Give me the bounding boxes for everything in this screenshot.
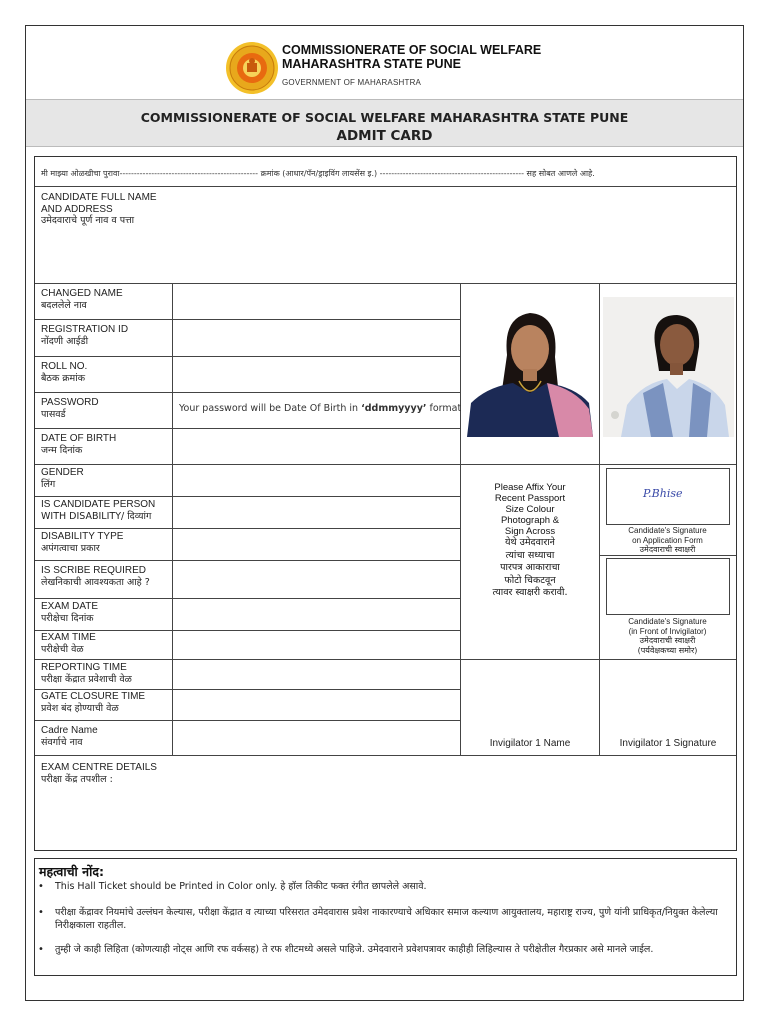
candidate-photo-application xyxy=(463,297,596,437)
disability-label: IS CANDIDATE PERSON WITH DISABILITY/ दिव्यांग xyxy=(41,499,156,522)
candidate-details-table xyxy=(34,156,737,851)
disability-type-label: DISABILITY TYPE अपंगत्वाचा प्रकार xyxy=(41,531,124,554)
important-notes xyxy=(34,858,737,976)
password-format-note: Your password will be Date Of Birth in ‘ddmmyyyy’ format xyxy=(179,403,462,414)
application-signature-box xyxy=(606,468,730,525)
id-proof-declaration: मी माझ्या ओळखीचा पुरावा------------------------------------------------ क्रमांक (आधार/पॅन/ड्राइविंग लायसेंस इ.) -------------------------------------------------- सह सोबत आणले आहे. xyxy=(41,169,595,178)
exam-date-label: EXAM DATE परीक्षेचा दिनांक xyxy=(41,601,99,624)
candidate-photo-recent xyxy=(603,297,734,437)
gender-label: GENDER लिंग xyxy=(41,467,84,490)
registration-id-label: REGISTRATION ID नोंदणी आईडी xyxy=(41,324,129,347)
note-item: तुम्ही जे काही लिहिता (कोणत्याही नोट्स आणि रफ वर्कसह) ते रफ शीटमध्ये असले पाहिजे. उमेदवाराने प्रवेशपत्रावर काहीही लिहिल्यास ते परीक्षेतील गैरप्रकार असे मानले जाईल. xyxy=(55,944,654,955)
exam-time-label: EXAM TIME परीक्षेची वेळ xyxy=(41,632,96,655)
date-of-birth-label: DATE OF BIRTH जन्म दिनांक xyxy=(41,433,117,456)
note-item: This Hall Ticket should be Printed in Color only. हे हॉल तिकीट फक्त रंगीत छापलेले असावे. xyxy=(55,881,427,892)
bullet-icon: • xyxy=(38,881,44,892)
cadre-name-label: Cadre Name संवर्गाचे नाव xyxy=(41,725,98,748)
invigilator-name-label: Invigilator 1 Name xyxy=(489,738,571,749)
banner-title: COMMISSIONERATE OF SOCIAL WELFARE MAHARASHTRA STATE PUNE xyxy=(140,110,629,125)
invigilator-signature-caption: Candidate's Signature (in Front of Invigilator) उमेदवाराची स्वाक्षरी (पर्यवेक्षकच्या समोर) xyxy=(628,617,707,655)
candidate-name-label: CANDIDATE FULL NAME AND ADDRESS उमेदवाराचे पूर्ण नाव व पत्ता xyxy=(41,192,157,226)
admit-card-page xyxy=(25,25,744,1001)
reporting-time-label: REPORTING TIME परीक्षा केंद्रात प्रवेशाची वेळ xyxy=(41,662,132,685)
banner-subtitle: ADMIT CARD xyxy=(336,128,433,144)
government-name: GOVERNMENT OF MAHARASHTRA xyxy=(282,78,422,87)
bullet-icon: • xyxy=(38,944,44,955)
changed-name-label: CHANGED NAME बदललेले नाव xyxy=(41,288,123,311)
bullet-icon: • xyxy=(38,907,44,918)
gate-closure-time-label: GATE CLOSURE TIME प्रवेश बंद होण्याची वेळ xyxy=(41,691,146,714)
note-item: परीक्षा केंद्रावर नियमांचे उल्लंघन केल्यास, परीक्षा केंद्रात व त्याच्या परिसरात उमेदवारास प्रवेश नाकारण्याचे अधिकार समाज कल्याण आयुक्तालय, महाराष्ट्र राज्य, पुणे यांनी प्राधिकृत/नियुक्त केलेल्या निरीक्षकाला राहतील. xyxy=(55,907,718,931)
exam-centre-label: EXAM CENTRE DETAILS परीक्षा केंद्र तपशील : xyxy=(41,762,157,785)
invigilator-signature-box xyxy=(606,558,730,615)
org-name-line1: COMMISSIONERATE OF SOCIAL WELFARE xyxy=(282,43,542,57)
application-signature-caption: Candidate's Signature on Application Form उमेदवाराची स्वाक्षरी xyxy=(628,526,707,554)
org-name-line2: MAHARASHTRA STATE PUNE xyxy=(282,57,461,71)
notes-title: महत्वाची नोंद: xyxy=(39,864,104,879)
password-label: PASSWORD पासवर्ड xyxy=(41,397,99,420)
signature-image: P.Bhise xyxy=(643,487,683,500)
invigilator-signature-label: Invigilator 1 Signature xyxy=(619,738,717,749)
title-banner xyxy=(26,99,743,147)
roll-no-label: ROLL NO. बैठक क्रमांक xyxy=(41,361,88,384)
affix-photo-instruction: Please Affix Your Recent Passport Size Colour Photograph & Sign Across येथे उमेदवाराने त्यांचा सध्याचा पारपत्र आकाराचा फोटो चिकटवून त्यावर स्वाक्षरी करावी. xyxy=(492,482,568,598)
maharashtra-seal-icon xyxy=(221,41,283,95)
scribe-required-label: IS SCRIBE REQUIRED लेखनिकाची आवश्यकता आहे ? xyxy=(41,565,150,588)
